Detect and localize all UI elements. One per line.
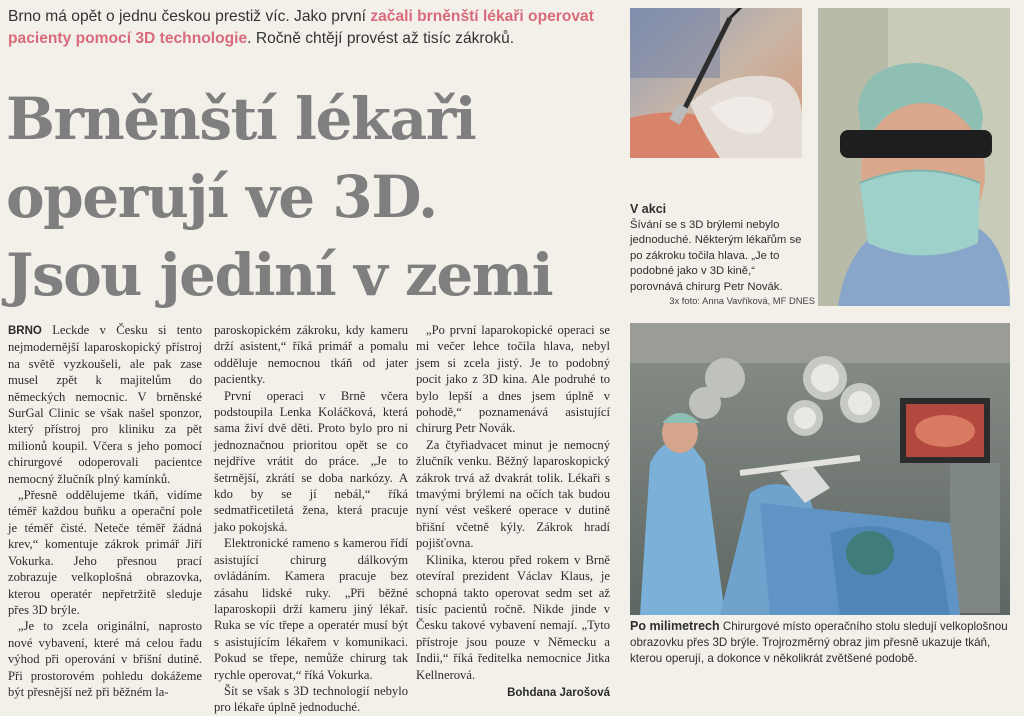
photo-surgery-hands xyxy=(630,8,802,158)
lead-text-end: . Ročně chtějí provést až tisíc zákroků. xyxy=(247,30,515,47)
photo-caption-top xyxy=(630,202,810,296)
photo-credit: 3x foto: Anna Vavříková, MF DNES xyxy=(669,295,815,306)
headline-line-3: Jsou jediní v zemi xyxy=(6,241,553,309)
dateline: BRNO xyxy=(8,325,42,337)
headline-line-2: operují ve 3D. xyxy=(6,163,437,231)
article-paragraph: Za čtyřiadvacet minut je nemocný žlučník venku. Běžný laparoskopický zákrok trvá až dvakrát tolik. Lékaři s tmavými brýlemi na očích tak budou nyní vést veškeré operace v dutině břišní včetně kýly. Zákrok hradí pojišťovna. xyxy=(416,437,610,551)
caption-title: Po milimetrech xyxy=(630,619,720,633)
article-paragraph: „Přesně oddělujeme tkáň, vidíme téměř každou buňku a operační pole je téměř čisté. Neteče téměř žádná krev,“ komentuje zákrok primář Jiří Vokurka. Jeho přesnou prací zobrazuje velkoplošná obrazovka, kterou operatér nepřetržitě sleduje přes 3D brýle. xyxy=(8,488,202,617)
photo-caption-bottom xyxy=(630,618,1010,667)
lead-highlight: začali brněnští lékaři operovat pacienty pomocí 3D technologie xyxy=(8,8,594,47)
lead-text-start: Brno má opět o jednu českou prestiž víc. Jako první xyxy=(8,8,371,25)
photo-surgeon-3d-glasses xyxy=(818,8,1010,306)
article-paragraph: Klinika, kterou před rokem v Brně otevíral prezident Václav Klaus, je schopná takto operovat sedm set až tisíc pacientů ročně. Nikde jinde v Česku takové vybavení nemají. „Tyto přístroje jsou pouze v Německu a Indii,“ říká ředitelka nemocnice Jitka Kellnerová. xyxy=(416,552,610,682)
article-paragraph: „Je to zcela originální, naprosto nové vybavení, které má celou řadu výhod při operování v břišní dutině. Při prostorovém pohledu dokážeme být přesnější než při běžném la- xyxy=(8,619,202,699)
lead-paragraph xyxy=(8,6,618,50)
caption-title: V akci xyxy=(630,202,667,216)
article-paragraph: paroskopickém zákroku, kdy kameru drží asistent,“ říká primář a pomalu odděluje nemocnou tkáň od jater pacientky. xyxy=(214,323,408,387)
article-paragraph: První operaci v Brně včera podstoupila Lenka Koláčková, která sama živí dvě děti. Proto bylo pro ni jednoznačnou prioritou opět se co nejdříve vrátit do práce. „Je to šetrnější, zkrátí se doba narkózy. A kdo by se jí nebál,“ říká sedmatřicetiletá žena, která pracuje jako pokojská. xyxy=(214,388,408,534)
article-column-2 xyxy=(214,322,408,716)
article-paragraph: „Po první laparokopické operaci se mi večer lehce točila hlava, nebyl jsem si zcela jistý. Je to podobný pocit jako z 3D kina. Ale podruhé to bylo lepší a dnes jsem úplně v pohodě,“ poznamenává asistující chirurg Petr Novák. xyxy=(416,323,610,436)
headline xyxy=(6,80,616,314)
article-column-3 xyxy=(416,322,610,701)
headline-line-1: Brněnští lékaři xyxy=(6,85,476,153)
photo-operating-room xyxy=(630,323,1010,615)
article-paragraph: Šít se však s 3D technologií nebylo pro lékaře úplně jednoduché. xyxy=(214,683,408,715)
article-paragraph: Elektronické rameno s kamerou řídí asistující chirurg dálkovým ovládáním. Kamera pracuje bez zásahu lidské ruky. „Při běžné laparoskopii drží kameru jiný lékař. Ruka se víc třepe a operatér musí být s asistujícím lékařem v komunikaci. Pokud se třepe, nemůže chirurg tak rychle operovat,“ říká Vokurka. xyxy=(214,536,408,682)
caption-text: Šívání se s 3D brýlemi nebylo jednoduché. Některým lékařům se po zákroku točila hlava. „Je to podobné jako v 3D kině,“ porovnává chirurg Petr Novák. xyxy=(630,218,802,293)
article-paragraph: BRNO Leckde v Česku si tento nejmodernější laparoskopický přístroj na světě vyzkoušeli, ale pak zase musel zpět k majitelům do německých nemocnic. V brněnské SurGal Clinic se však našel sponzor, který přístroj pro kliniku za pět milionů koupil. Včera s jeho pomocí chirurgové odoperovali pacientce nemocný žlučník plný kamínků. xyxy=(8,323,202,486)
byline: Bohdana Jarošová xyxy=(507,686,610,699)
caption-text: Chirurgové místo operačního stolu sledují velkoplošnou obrazovku přes 3D brýle. Trojrozměrný obraz jim přesně ukazuje tkáň, kterou operují, a dokonce v několikrát zvětšené podobě. xyxy=(630,620,1008,665)
article-column-1 xyxy=(8,322,202,700)
